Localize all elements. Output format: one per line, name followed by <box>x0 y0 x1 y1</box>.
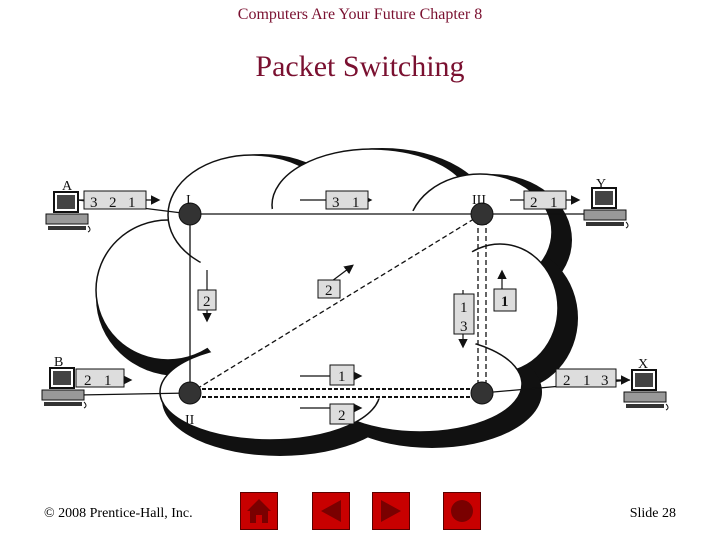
packet-bottom-2 <box>330 404 354 424</box>
svg-text:1: 1 <box>460 300 468 316</box>
back-button[interactable] <box>312 492 350 530</box>
back-arrow-icon <box>313 493 349 529</box>
packet-group-y <box>524 191 566 211</box>
node-unlabeled <box>471 382 493 404</box>
packet-group-x <box>556 369 616 389</box>
computer-y <box>584 188 628 228</box>
computer-x <box>624 370 668 410</box>
packet-right-single <box>494 289 516 311</box>
home-button[interactable] <box>240 492 278 530</box>
forward-button[interactable] <box>372 492 410 530</box>
copyright-text: © 2008 Prentice-Hall, Inc. <box>44 506 193 521</box>
svg-text:2: 2 <box>530 195 538 211</box>
packet-stack-right <box>454 294 474 335</box>
svg-text:2: 2 <box>338 408 346 424</box>
svg-text:1: 1 <box>338 369 346 385</box>
slide-header: Computers Are Your Future Chapter 8 <box>237 6 483 23</box>
svg-text:1: 1 <box>501 294 509 310</box>
packet-bottom-1 <box>330 365 354 385</box>
slide-title: Packet Switching <box>255 50 465 83</box>
svg-text:3: 3 <box>601 373 609 389</box>
packet-group-a <box>84 191 146 211</box>
computer-y-label: Y <box>596 177 607 192</box>
computer-b-label: B <box>54 355 64 370</box>
svg-text:1: 1 <box>128 195 136 211</box>
packet-diagonal <box>318 280 340 299</box>
packet-left <box>198 290 216 310</box>
packet-group-top <box>326 191 368 211</box>
node-ii-label: II <box>185 413 195 428</box>
node-i-label: I <box>186 193 191 208</box>
svg-text:2: 2 <box>563 373 571 389</box>
computer-a-label: A <box>62 179 73 194</box>
svg-text:2: 2 <box>84 373 92 389</box>
computer-x-label: X <box>638 357 649 372</box>
svg-text:2: 2 <box>109 195 117 211</box>
svg-text:3: 3 <box>332 195 340 211</box>
node-iii-label: III <box>472 193 486 208</box>
svg-text:1: 1 <box>550 195 558 211</box>
svg-text:2: 2 <box>203 294 211 310</box>
end-circle-icon <box>444 493 480 529</box>
svg-text:1: 1 <box>104 373 112 389</box>
svg-text:1: 1 <box>583 373 591 389</box>
packet-group-b <box>76 369 124 389</box>
computer-a <box>46 192 90 232</box>
svg-text:3: 3 <box>460 319 468 335</box>
svg-text:1: 1 <box>352 195 360 211</box>
svg-text:2: 2 <box>325 283 333 299</box>
svg-text:3: 3 <box>90 195 98 211</box>
end-button[interactable] <box>443 492 481 530</box>
slide-number: Slide 28 <box>629 506 676 521</box>
node-ii <box>179 382 201 404</box>
home-icon <box>241 493 277 529</box>
forward-arrow-icon <box>373 493 409 529</box>
